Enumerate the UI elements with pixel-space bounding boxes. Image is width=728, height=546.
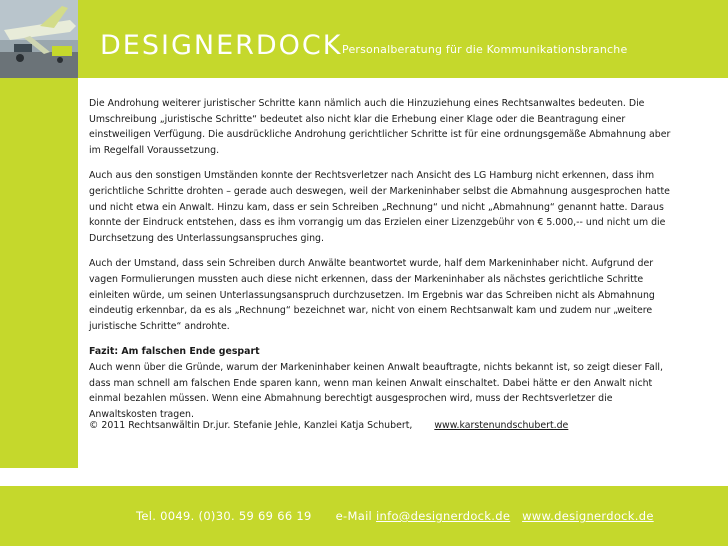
email-link[interactable]: info@designerdock.de	[376, 509, 511, 523]
footer-band	[0, 486, 728, 546]
paragraph: Die Androhung weiterer juristischer Schritte kann nämlich auch die Hinzuziehung eines Rechtsanwaltes bedeuten. Die Umschreibung „juristische Schritte“ bedeutet also nicht klar die Erhebung einer Klage oder die Beantragung einer einstweiligen Verfügung. Die ausdrückliche Androhung gerichtlicher Schritte ist für eine ordnungsgemäße Abmahnung aber im Regelfall Voraussetzung.	[89, 98, 671, 156]
airplane-photo	[0, 0, 78, 78]
phone-number: Tel. 0049. (0)30. 59 69 66 19	[136, 509, 312, 523]
fazit-paragraph: Auch wenn über die Gründe, warum der Markeninhaber keinen Anwalt beauftragte, nichts bekannt ist, so zeigt dieser Fall, dass man schnell am falschen Ende sparen kann, wenn man keinen Anwalt einschaltet. Dabei hätte er den Anwalt nicht einmal bezahlen müssen. Wenn eine Abmahnung berechtigt ausgesprochen wird, muss der Rechtsverletzer die Anwaltskosten tragen.	[89, 361, 664, 420]
left-accent-strip	[0, 78, 78, 468]
copyright-text: © 2011 Rechtsanwältin Dr.jur. Stefanie Jehle, Kanzlei Katja Schubert,	[89, 420, 413, 431]
tagline: Personalberatung für die Kommunikationsbranche	[342, 43, 628, 56]
article-body	[89, 96, 675, 432]
copyright-line	[89, 418, 689, 433]
website-link[interactable]: www.designerdock.de	[522, 509, 654, 523]
paragraph: Auch der Umstand, dass sein Schreiben durch Anwälte beantwortet wurde, half dem Markeninhaber nicht. Aufgrund der vagen Formulierungen mussten auch diese nicht erkennen, dass der Markeninhaber als nächstes gerichtliche Schritte einleiten würde, um seinen Unterlassungsanspruch durchzusetzen. Im Ergebnis war das Schreiben nicht als Abmahnung eindeutig erkennbar, da es als „Rechnung“ bezeichnet war, nicht von einem Rechtsanwalt kam und zudem nur „weitere juristische Schritte“ androhte.	[89, 258, 655, 332]
fazit-heading: Fazit: Am falschen Ende gespart	[89, 346, 260, 358]
header-band	[0, 0, 728, 78]
kanzlei-website-link[interactable]: www.karstenundschubert.de	[434, 420, 569, 431]
email-label: e-Mail	[335, 509, 373, 523]
paragraph: Auch aus den sonstigen Umständen konnte der Rechtsverletzer nach Ansicht des LG Hamburg nicht erkennen, dass ihm gerichtliche Schritte drohten – gerade auch deswegen, weil der Markeninhaber selbst die Abmahnung ausgesprochen hatte und nicht etwa ein Anwalt. Hinzu kam, dass er sein Schreiben „Rechnung“ und nicht „Abmahnung“ genannt hatte. Daraus konnte der Eindruck entstehen, dass es ihm vorrangig um das Erzielen einer Lizenzgebühr von € 5.000,-- und nicht um die Durchsetzung des Unterlassungsanspruches ging.	[89, 170, 670, 244]
contact-line	[136, 509, 654, 523]
brand-logo: DESIGNERDOCK	[100, 30, 343, 61]
